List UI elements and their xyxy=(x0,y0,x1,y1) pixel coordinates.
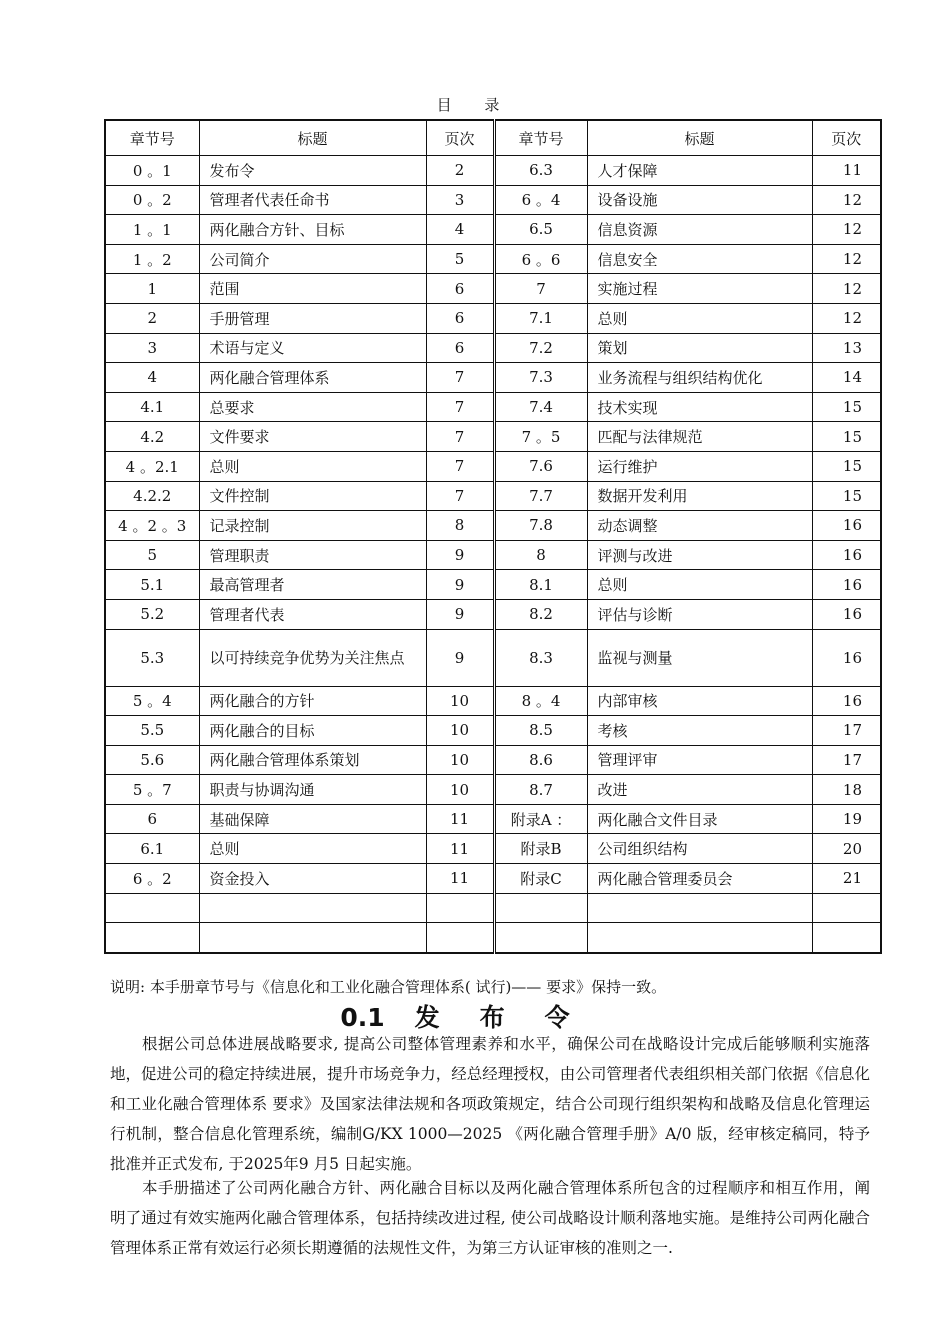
table-row xyxy=(105,864,881,894)
title-cell: 发布令 xyxy=(199,156,426,186)
page-cell: 11 xyxy=(812,156,881,186)
title-cell: 两化融合管理体系 xyxy=(199,363,426,393)
section-number-cell: 7.3 xyxy=(494,363,587,393)
title-cell: 总要求 xyxy=(199,392,426,422)
title-cell: 动态调整 xyxy=(587,511,812,541)
empty-cell xyxy=(494,893,587,923)
empty-cell xyxy=(587,923,812,953)
header-section-left: 章节号 xyxy=(105,120,199,156)
title-cell: 总则 xyxy=(199,834,426,864)
table-row xyxy=(105,511,881,541)
title-cell: 考核 xyxy=(587,716,812,746)
empty-cell xyxy=(426,923,494,953)
title-cell: 内部审核 xyxy=(587,686,812,716)
page-cell: 7 xyxy=(426,451,494,481)
section-number-cell: 6 xyxy=(105,804,199,834)
page-cell: 11 xyxy=(426,834,494,864)
title-cell: 管理者代表 xyxy=(199,599,426,629)
section-number-cell: 4 。2 。3 xyxy=(105,511,199,541)
title-cell: 总则 xyxy=(587,570,812,600)
page-cell: 3 xyxy=(426,185,494,215)
table-note: 说明: 本手册章节号与《信息化和工业化融合管理体系( 试行)—— 要求》保持一致。 xyxy=(110,978,667,996)
page-cell: 14 xyxy=(812,363,881,393)
section-number-cell: 8.6 xyxy=(494,745,587,775)
header-title-right: 标题 xyxy=(587,120,812,156)
paragraph-1 xyxy=(110,1029,870,1179)
title-cell: 人才保障 xyxy=(587,156,812,186)
empty-row xyxy=(105,923,881,953)
title-cell: 基础保障 xyxy=(199,804,426,834)
section-number-cell: 0 。1 xyxy=(105,156,199,186)
section-number-cell: 8.7 xyxy=(494,775,587,805)
empty-cell xyxy=(494,923,587,953)
page-cell: 16 xyxy=(812,540,881,570)
table-row xyxy=(105,185,881,215)
table-row xyxy=(105,570,881,600)
title-cell: 范围 xyxy=(199,274,426,304)
title-cell: 记录控制 xyxy=(199,511,426,541)
title-cell: 管理评审 xyxy=(587,745,812,775)
section-number-cell: 5.1 xyxy=(105,570,199,600)
table-row xyxy=(105,599,881,629)
section-number-cell: 8.2 xyxy=(494,599,587,629)
empty-cell xyxy=(426,893,494,923)
title-cell: 技术实现 xyxy=(587,392,812,422)
empty-cell xyxy=(812,893,881,923)
title-cell: 评估与诊断 xyxy=(587,599,812,629)
title-cell: 设备设施 xyxy=(587,185,812,215)
table-row xyxy=(105,156,881,186)
title-cell: 数据开发利用 xyxy=(587,481,812,511)
table-row xyxy=(105,481,881,511)
table-row xyxy=(105,422,881,452)
title-cell: 职责与协调沟通 xyxy=(199,775,426,805)
section-number-cell: 8 xyxy=(494,540,587,570)
table-row xyxy=(105,244,881,274)
page-cell: 7 xyxy=(426,481,494,511)
title-cell: 最高管理者 xyxy=(199,570,426,600)
title-cell: 评测与改进 xyxy=(587,540,812,570)
title-cell: 信息安全 xyxy=(587,244,812,274)
page-cell: 9 xyxy=(426,540,494,570)
section-number: 0.1 xyxy=(340,1003,385,1032)
title-cell: 运行维护 xyxy=(587,451,812,481)
page-cell: 16 xyxy=(812,511,881,541)
title-cell: 以可持续竞争优势为关注焦点 xyxy=(199,629,426,686)
empty-cell xyxy=(199,893,426,923)
section-number-cell: 1 。2 xyxy=(105,244,199,274)
section-number-cell: 6.5 xyxy=(494,215,587,245)
page-cell: 10 xyxy=(426,686,494,716)
page-cell: 12 xyxy=(812,274,881,304)
section-number-cell: 7 xyxy=(494,274,587,304)
page-cell: 9 xyxy=(426,570,494,600)
section-number-cell: 7.7 xyxy=(494,481,587,511)
page-cell: 20 xyxy=(812,834,881,864)
title-cell: 术语与定义 xyxy=(199,333,426,363)
page-cell: 12 xyxy=(812,303,881,333)
section-number-cell: 8.3 xyxy=(494,629,587,686)
title-cell: 总则 xyxy=(199,451,426,481)
table-row xyxy=(105,392,881,422)
section-number-cell: 7.8 xyxy=(494,511,587,541)
empty-row xyxy=(105,893,881,923)
title-cell: 两化融合文件目录 xyxy=(587,804,812,834)
page-cell: 10 xyxy=(426,745,494,775)
title-cell: 两化融合管理体系策划 xyxy=(199,745,426,775)
page-cell: 6 xyxy=(426,274,494,304)
title-cell: 总则 xyxy=(587,303,812,333)
paragraph-text: 根据公司总体进展战略要求, 提高公司整体管理素养和水平，确保公司在战略设计完成后能够顺利实施落地，促进公司的稳定持续进展，提升市场竞争力，经总经理授权，由公司管理者代表组织相关部门依据《信息化和工业化融合管理体系 要求》及国家法律法规和各项政策规定，结合公司现行组织架构和战略及信息化管理运行机制，整合信息化管理系统，编制G/KX 1000—2025 《两化融合管理手册》A/0 版，经审核定稿同，特予批准并正式发布, 于2025年9 月5 日起实施。 xyxy=(110,1035,870,1173)
paragraph-2 xyxy=(110,1173,870,1263)
page-cell: 16 xyxy=(812,629,881,686)
page-cell: 10 xyxy=(426,716,494,746)
section-number-cell: 8 。4 xyxy=(494,686,587,716)
title-cell: 公司组织结构 xyxy=(587,834,812,864)
section-number-cell: 8.1 xyxy=(494,570,587,600)
section-number-cell: 4 xyxy=(105,363,199,393)
empty-cell xyxy=(105,893,199,923)
table-row xyxy=(105,834,881,864)
title-cell: 管理者代表任命书 xyxy=(199,185,426,215)
title-cell: 公司简介 xyxy=(199,244,426,274)
section-title: 发布令 xyxy=(414,1003,610,1032)
page-cell: 6 xyxy=(426,303,494,333)
table-row xyxy=(105,540,881,570)
section-number-cell: 4 。2.1 xyxy=(105,451,199,481)
title-cell: 文件控制 xyxy=(199,481,426,511)
title-cell: 实施过程 xyxy=(587,274,812,304)
table-row xyxy=(105,745,881,775)
page-cell: 2 xyxy=(426,156,494,186)
header-title-left: 标题 xyxy=(199,120,426,156)
table-row xyxy=(105,363,881,393)
table-row xyxy=(105,775,881,805)
paragraph-text: 本手册描述了公司两化融合方针、两化融合目标以及两化融合管理体系所包含的过程顺序和相互作用，阐明了通过有效实施两化融合管理体系，包括持续改进过程, 使公司战略设计顺利落地实施。是维持公司两化融合管理体系正常有效运行必须长期遵循的法规性文件，为第三方认证审核的准则之一. xyxy=(110,1179,870,1257)
empty-cell xyxy=(199,923,426,953)
title-cell: 匹配与法律规范 xyxy=(587,422,812,452)
title-cell: 两化融合的方针 xyxy=(199,686,426,716)
empty-cell xyxy=(812,923,881,953)
title-cell: 手册管理 xyxy=(199,303,426,333)
section-number-cell: 7.4 xyxy=(494,392,587,422)
section-number-cell: 6 。2 xyxy=(105,864,199,894)
page-cell: 15 xyxy=(812,451,881,481)
page-cell: 7 xyxy=(426,392,494,422)
page-cell: 9 xyxy=(426,599,494,629)
section-number-cell: 2 xyxy=(105,303,199,333)
section-number-cell: 6.3 xyxy=(494,156,587,186)
section-number-cell: 5 。4 xyxy=(105,686,199,716)
section-number-cell: 6 。6 xyxy=(494,244,587,274)
section-number-cell: 5.5 xyxy=(105,716,199,746)
title-cell: 改进 xyxy=(587,775,812,805)
section-number-cell: 0 。2 xyxy=(105,185,199,215)
page-cell: 15 xyxy=(812,392,881,422)
title-cell: 管理职责 xyxy=(199,540,426,570)
section-number-cell: 8.5 xyxy=(494,716,587,746)
section-number-cell: 1 。1 xyxy=(105,215,199,245)
page-cell: 16 xyxy=(812,570,881,600)
title-cell: 业务流程与组织结构优化 xyxy=(587,363,812,393)
section-number-cell: 5.2 xyxy=(105,599,199,629)
section-number-cell: 6 。4 xyxy=(494,185,587,215)
page-cell: 8 xyxy=(426,511,494,541)
section-number-cell: 7 。5 xyxy=(494,422,587,452)
header-section-right: 章节号 xyxy=(494,120,587,156)
title-cell: 两化融合管理委员会 xyxy=(587,864,812,894)
title-cell: 信息资源 xyxy=(587,215,812,245)
page-cell: 12 xyxy=(812,244,881,274)
title-cell: 两化融合的目标 xyxy=(199,716,426,746)
table-row xyxy=(105,451,881,481)
page-cell: 4 xyxy=(426,215,494,245)
table-row xyxy=(105,333,881,363)
page-cell: 17 xyxy=(812,745,881,775)
title-cell: 文件要求 xyxy=(199,422,426,452)
section-number-cell: 1 xyxy=(105,274,199,304)
section-number-cell: 3 xyxy=(105,333,199,363)
page-cell: 12 xyxy=(812,185,881,215)
section-number-cell: 5 。7 xyxy=(105,775,199,805)
section-number-cell: 6.1 xyxy=(105,834,199,864)
page-cell: 10 xyxy=(426,775,494,805)
header-page-right: 页次 xyxy=(812,120,881,156)
table-row xyxy=(105,629,881,686)
table-row xyxy=(105,274,881,304)
table-row xyxy=(105,804,881,834)
toc-title: 目 录 xyxy=(436,96,514,114)
page-cell: 16 xyxy=(812,686,881,716)
page-cell: 21 xyxy=(812,864,881,894)
section-number-cell: 附录C xyxy=(494,864,587,894)
table-row xyxy=(105,215,881,245)
page-cell: 7 xyxy=(426,363,494,393)
section-number-cell: 5.6 xyxy=(105,745,199,775)
table-row xyxy=(105,686,881,716)
section-number-cell: 附录B xyxy=(494,834,587,864)
section-number-cell: 5.3 xyxy=(105,629,199,686)
section-number-cell: 4.2.2 xyxy=(105,481,199,511)
page-cell: 17 xyxy=(812,716,881,746)
title-cell: 两化融合方针、目标 xyxy=(199,215,426,245)
section-number-cell: 7.1 xyxy=(494,303,587,333)
page-cell: 18 xyxy=(812,775,881,805)
empty-cell xyxy=(105,923,199,953)
page-cell: 12 xyxy=(812,215,881,245)
toc-table xyxy=(104,119,882,954)
title-cell: 监视与测量 xyxy=(587,629,812,686)
toc-body xyxy=(105,156,881,953)
toc-header-row xyxy=(105,120,881,156)
section-number-cell: 4.2 xyxy=(105,422,199,452)
title-cell: 资金投入 xyxy=(199,864,426,894)
page-cell: 5 xyxy=(426,244,494,274)
title-cell: 策划 xyxy=(587,333,812,363)
section-number-cell: 7.2 xyxy=(494,333,587,363)
page-cell: 16 xyxy=(812,599,881,629)
section-number-cell: 4.1 xyxy=(105,392,199,422)
page-cell: 13 xyxy=(812,333,881,363)
page-cell: 11 xyxy=(426,864,494,894)
page-cell: 6 xyxy=(426,333,494,363)
page-cell: 19 xyxy=(812,804,881,834)
page-cell: 15 xyxy=(812,422,881,452)
page-cell: 9 xyxy=(426,629,494,686)
section-number-cell: 7.6 xyxy=(494,451,587,481)
page-cell: 15 xyxy=(812,481,881,511)
section-number-cell: 5 xyxy=(105,540,199,570)
section-number-cell: 附录A ： xyxy=(494,804,587,834)
page-cell: 11 xyxy=(426,804,494,834)
table-row xyxy=(105,303,881,333)
empty-cell xyxy=(587,893,812,923)
table-row xyxy=(105,716,881,746)
header-page-left: 页次 xyxy=(426,120,494,156)
page-cell: 7 xyxy=(426,422,494,452)
